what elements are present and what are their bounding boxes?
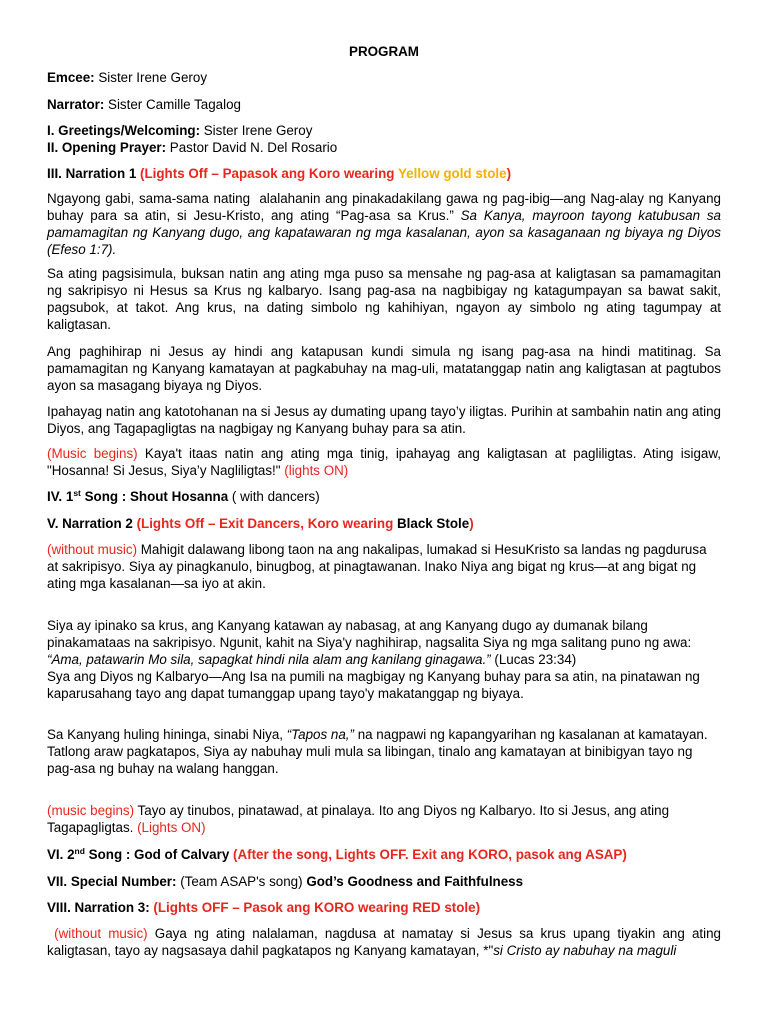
emcee-line: Emcee: Sister Irene Geroy [47, 70, 208, 85]
narration-3-heading: VIII. Narration 3: (Lights OFF – Pasok ang KORO wearing RED stole) [47, 900, 481, 915]
narration-2-heading: V. Narration 2 (Lights Off – Exit Dancers, Koro wearing Black Stole) [47, 516, 474, 531]
special-number-heading: VII. Special Number: (Team ASAP's song) God’s Goodness and Faithfulness [47, 874, 524, 889]
narration-2-paragraph-4: (music begins) Tayo ay tinubos, pinatawad, at pinalaya. Ito ang Diyos ng Kalbaryo. Ito si Jesus, ang ating Tagapagligtas. (Lights ON) [47, 803, 670, 835]
narrator-line: Narrator: Sister Camille Tagalog [47, 97, 241, 112]
narration-2-paragraph-3: Sa Kanyang huling hininga, sinabi Niya, “Tapos na,” na nagpawi ng kapangyarihan ng kasalanan at kamatayan. Tatlong araw pagkatapos, Siya ay nabuhay muli mula sa libingan, tinalo ang kamatayan at binibigyan tayo ng pag-asa ng buhay na walang hanggan. [47, 727, 708, 776]
greetings-line: I. Greetings/Welcoming: Sister Irene Geroy [47, 123, 313, 138]
page-title: PROGRAM [349, 44, 419, 59]
narration-2-paragraph-1: (without music) Mahigit dalawang libong taon na ang nakalipas, lumakad si HesuKristo sa landas ng pagdurusa at sakripisyo. Siya ay pinagkanulo, binugbog, at pinagtawanan. Inako Niya ang bigat ng krus—at ang bigat ng ating mga kasalanan—sa iyo at akin. [47, 542, 707, 591]
opening-prayer-line: II. Opening Prayer: Pastor David N. Del Rosario [47, 140, 338, 155]
narration-1-paragraph-3: Ang paghihirap ni Jesus ay hindi ang katapusan kundi simula ng isang pag-asa na hindi matitinag. Sa pamamagitan ng Kanyang kamatayan at pagkabuhay na mag-uli, matatanggap natin ang kaligtasan at pagtubos ayon sa masagang biyaya ng Diyos. [47, 344, 721, 393]
song-2-heading: VI. 2nd Song : God of Calvary (After the song, Lights OFF. Exit ang KORO, pasok ang ASAP) [47, 846, 627, 862]
narration-1-paragraph-5: (Music begins) Kaya't itaas natin ang ating mga tinig, ipahayag ang kaligtasan at pagliligtas. Ating isigaw, "Hosanna! Si Jesus, Siya’y Nagliligtas!" (lights ON) [47, 446, 721, 478]
narration-2-paragraph-2: Siya ay ipinako sa krus, ang Kanyang katawan ay nabasag, at ang Kanyang dugo ay dumanak bilang pinakamataas na sakripisyo. Ngunit, kahit na Siya'y naghihirap, nagsalita Siya ng mga salitang puno ng awa: “Ama, patawarin Mo sila, sapagkat hindi nila alam ang kanilang ginagawa.” (Lucas 23:34) Sya ang Diyos ng Kalbaryo—Ang Isa na pumili na magbigay ng Kanyang buhay para sa atin, na pinatawan ng kaparusahang tayo ang dapat tumanggap upang tayo'y makatanggap ng biyaya. [47, 618, 700, 701]
narration-1-paragraph-4: Ipahayag natin ang katotohanan na si Jesus ay dumating upang tayo’y iligtas. Purihin at sambahin natin ang ating Diyos, ang Tagapagligtas na nagbigay ng Kanyang buhay para sa atin. [47, 404, 721, 436]
narration-1-paragraph-2: Sa ating pagsisimula, buksan natin ang ating mga puso sa mensahe ng pag-asa at kaligtasan sa pamamagitan ng sakripisyo ni Hesus sa Krus ng kalbaryo. Isang pag-asa na nagbibigay ng katagumpayan sa bawat sakit, pagsubok, at takot. Ang krus, na dating simbolo ng kahihiyan, ngayon ay simbolo ng ating tagumpay at kaligtasan. [47, 266, 721, 332]
song-1-heading: IV. 1st Song : Shout Hosanna ( with dancers) [47, 488, 320, 504]
narration-1-heading: III. Narration 1 (Lights Off – Papasok ang Koro wearing Yellow gold stole) [47, 166, 512, 181]
narration-1-paragraph-1: Ngayong gabi, sama-sama nating alalahanin ang pinakadakilang gawa ng pag-ibig—ang Nag-alay ng Kanyang buhay para sa atin, si Jesu-Kristo, ang ating “Pag-asa sa Krus.” Sa Kanya, mayroon tayong katubusan sa pamamagitan ng Kanyang dugo, ang kapatawaran ng mga kasalanan, ayon sa kasaganaan ng biyaya ng Diyos (Efeso 1:7). [47, 191, 721, 257]
narration-3-paragraph-1: (without music) Gaya ng ating nalalaman, nagdusa at namatay si Jesus sa krus upang tiyakin ang ating kaligtasan, tayo ay nagsasaya dahil pagkatapos ng Kanyang kamatayan, *"si Cristo ay nabuhay na maguli [47, 926, 721, 958]
